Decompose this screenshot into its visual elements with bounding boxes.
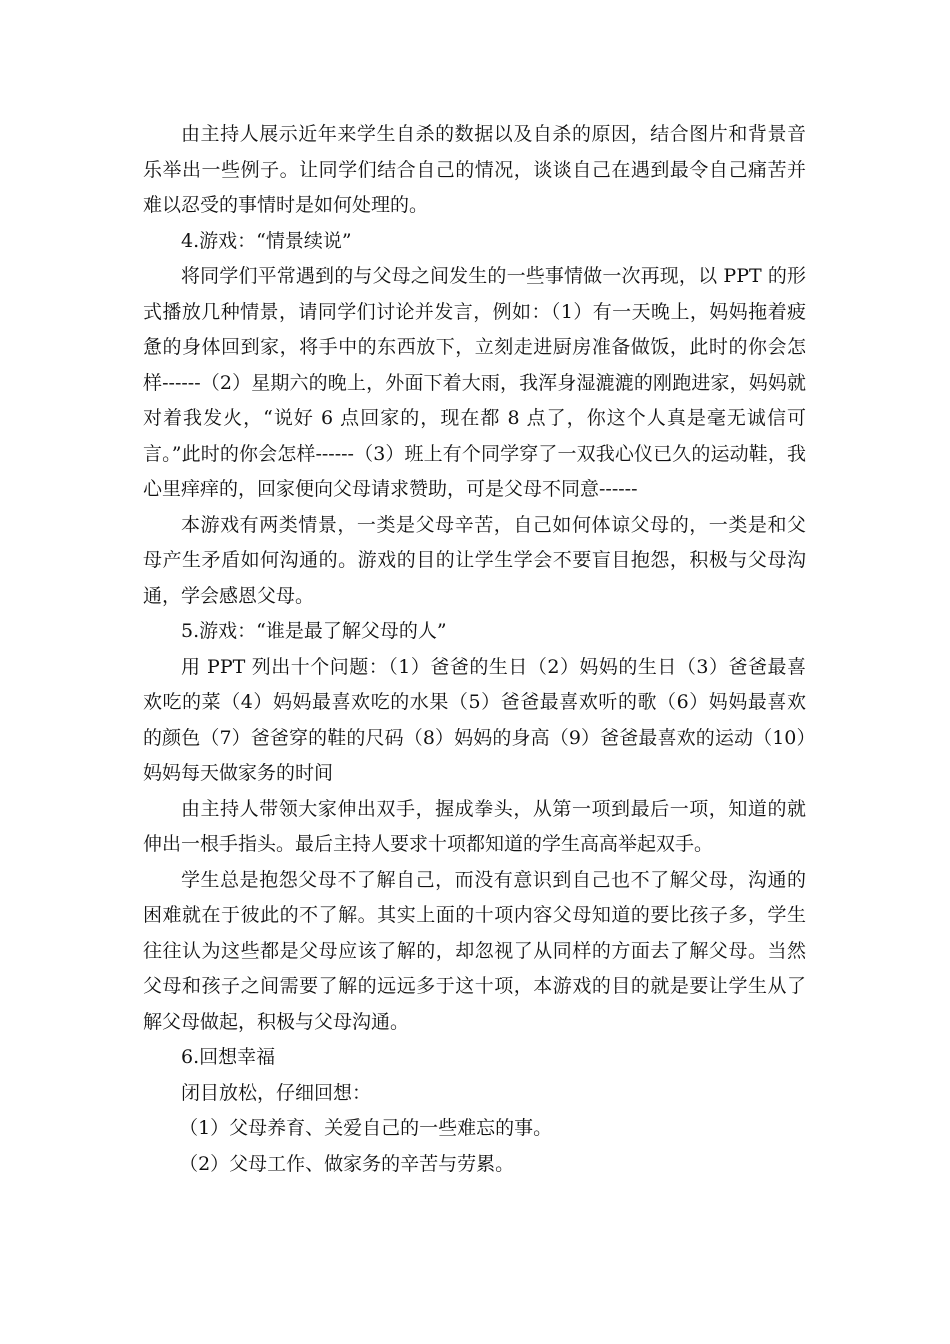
paragraph-scenarios: 将同学们平常遇到的与父母之间发生的一些事情做一次再现，以 PPT 的形式播放几种情景，请同学们讨论并发言，例如：（1）有一天晚上，妈妈拖着疲惫的身体回到家，将手中的东西放下，立刻走进厨房准备做饭，此时的你会怎样------（2）星期六的晚上，外面下着大雨，我浑身湿漉漉的刚跑进家，妈妈就对着我发火，“说好 6 点回家的，现在都 8 点了，你这个人真是毫无诚信可言。”此时的你会怎样------（3）班上有个同学穿了一双我心仪已久的运动鞋，我心里痒痒的，回家便向父母请求赞助，可是父母不同意------: [143, 265, 806, 500]
heading-recall-happiness: 6.回想幸福: [181, 1046, 276, 1068]
list-item: （2）父母工作、做家务的辛苦与劳累。: [179, 1152, 515, 1175]
paragraph-close-eyes: 闭目放松，仔细回想：: [181, 1081, 372, 1104]
paragraph-suicide-data: 由主持人展示近年来学生自杀的数据以及自杀的原因，结合图片和背景音乐举出一些例子。让同学们结合自己的情况，谈谈自己在遇到最令自己痛苦并难以忍受的事情时是如何处理的。: [143, 123, 806, 216]
heading-game-5: 5.游戏：“谁是最了解父母的人”: [181, 620, 447, 642]
paragraph-fist-activity: 由主持人带领大家伸出双手，握成拳头，从第一项到最后一项，知道的就伸出一根手指头。最后主持人要求十项都知道的学生高高举起双手。: [143, 797, 806, 855]
paragraph-ten-questions: 用 PPT 列出十个问题：（1）爸爸的生日（2）妈妈的生日（3）爸爸最喜欢吃的菜（4）妈妈最喜欢吃的水果（5）爸爸最喜欢听的歌（6）妈妈最喜欢的颜色（7）爸爸穿的鞋的尺码（8）妈妈的身高（9）爸爸最喜欢的运动（10）妈妈每天做家务的时间: [143, 655, 806, 784]
list-item: （1）父母养育、关爱自己的一些难忘的事。: [179, 1117, 553, 1139]
document-body: [143, 117, 806, 1182]
paragraph-game-purpose: 本游戏有两类情景，一类是父母辛苦，自己如何体谅父母的，一类是和父母产生矛盾如何沟通的。游戏的目的让学生学会不要盲目抱怨，积极与父母沟通，学会感恩父母。: [143, 513, 806, 607]
heading-game-4: 4.游戏：“情景续说”: [181, 229, 352, 252]
paragraph-understanding: 学生总是抱怨父母不了解自己，而没有意识到自己也不了解父母，沟通的困难就在于彼此的不了解。其实上面的十项内容父母知道的要比孩子多，学生往往认为这些都是父母应该了解的，却忽视了从同样的方面去了解父母。当然父母和孩子之间需要了解的远远多于这十项，本游戏的目的就是要让学生从了解父母做起，积极与父母沟通。: [143, 868, 806, 1033]
